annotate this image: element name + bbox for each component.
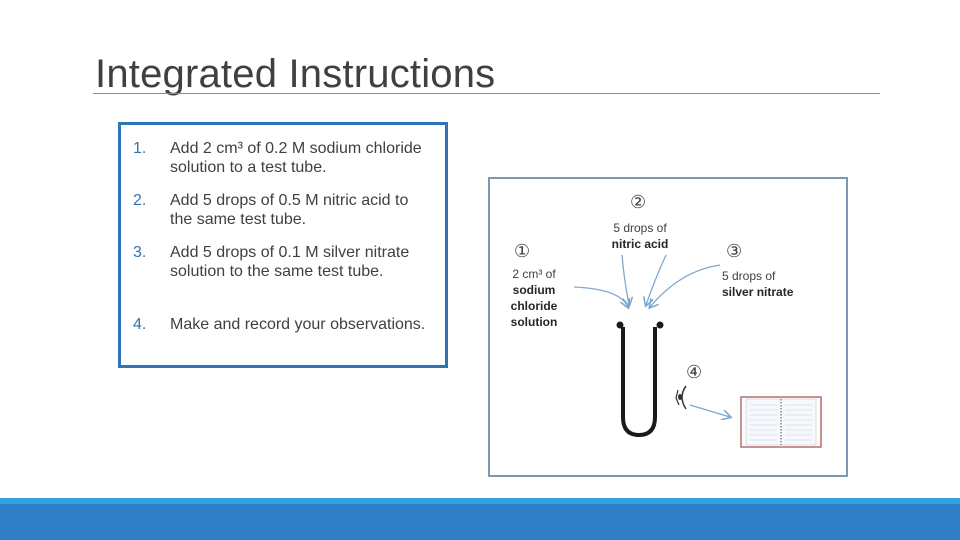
arrow-step2-right bbox=[646, 255, 666, 305]
diagram-drawing bbox=[490, 179, 846, 475]
step-text: Add 5 drops of 0.5 M nitric acid to the same test tube. bbox=[170, 192, 409, 228]
eye-icon bbox=[676, 386, 686, 409]
step1-marker: ① bbox=[514, 241, 531, 261]
slide-title: Integrated Instructions bbox=[95, 52, 496, 96]
test-tube-icon bbox=[617, 322, 664, 436]
arrow-step2-left bbox=[622, 255, 629, 305]
step2-line2: nitric acid bbox=[611, 237, 669, 251]
step-text: Add 2 cm³ of 0.2 M sodium chloride solution to a test tube. bbox=[170, 140, 422, 176]
step3-line1: 5 drops of bbox=[722, 269, 776, 283]
notebook-icon bbox=[741, 397, 821, 447]
instruction-step-4 bbox=[133, 315, 433, 334]
procedure-diagram bbox=[488, 177, 848, 477]
step2-line1: 5 drops of bbox=[613, 221, 667, 235]
arrow-step1 bbox=[574, 287, 628, 307]
step4-marker: ④ bbox=[686, 362, 703, 382]
step2-marker: ② bbox=[630, 192, 647, 212]
step-number: 3. bbox=[133, 244, 147, 261]
step-number: 2. bbox=[133, 192, 147, 209]
step1-line3: chloride bbox=[510, 299, 558, 313]
step1-line4: solution bbox=[510, 315, 558, 329]
instruction-step-3 bbox=[133, 243, 433, 281]
step-text: Make and record your observations. bbox=[170, 316, 426, 333]
title-underline bbox=[93, 93, 880, 94]
instruction-step-1 bbox=[133, 139, 433, 177]
instruction-step-2 bbox=[133, 191, 433, 229]
step-number: 1. bbox=[133, 140, 147, 157]
step1-line1: 2 cm³ of bbox=[512, 267, 556, 281]
step3-line2: silver nitrate bbox=[722, 285, 794, 299]
instructions-box bbox=[118, 122, 448, 368]
arrow-step3 bbox=[650, 265, 720, 307]
step-number: 4. bbox=[133, 316, 147, 333]
step1-line2: sodium bbox=[512, 283, 556, 297]
arrow-eye bbox=[690, 405, 730, 417]
step3-marker: ③ bbox=[726, 241, 743, 261]
step-text: Add 5 drops of 0.1 M silver nitrate solution to the same test tube. bbox=[170, 244, 410, 280]
footer-bar bbox=[0, 504, 960, 540]
